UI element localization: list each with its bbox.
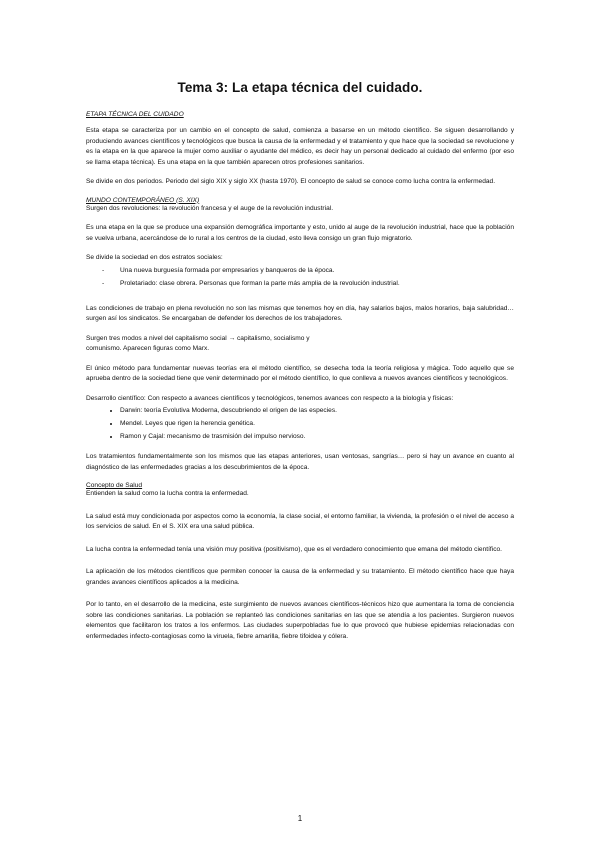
list-item: - Proletariado: clase obrera. Personas que forman la parte más amplia de la revolución industrial. xyxy=(120,277,514,290)
paragraph: La aplicación de los métodos científicos que permiten conocer la causa de la enfermedad y su tratamiento. El método científico hace que haya grandes avances científicos aplicados a la medicina. xyxy=(86,568,514,586)
list-item: • Mendel. Leyes que rigen la herencia genética. xyxy=(120,417,514,430)
paragraph: La salud está muy condicionada por aspectos como la economía, la clase social, el entorno familiar, la vivienda, la profesión o el nivel de acceso a los servicios de salud. En el S. XIX era una salud pública. xyxy=(86,512,514,530)
paragraph: La lucha contra la enfermedad tenía una visión muy positiva (positivismo), que es el verdadero conocimiento que emana del método científico. xyxy=(86,545,503,553)
paragraph: Las condiciones de trabajo en plena revolución no son las mismas que tenemos hoy en día, hay salarios bajos, malos horarios, baja salubridad… surgen así los sindicatos. Se encargaban de defender los derechos de los trabajadores. xyxy=(86,304,514,322)
list-item: - Una nueva burguesía formada por empresarios y banqueros de la época. xyxy=(120,264,514,277)
paragraph: Esta etapa se caracteriza por un cambio en el concepto de salud, comienza a basarse en un método científico. Se siguen desarrollando y produciendo avances científicos y tecnológicos que busca la causa de la enfermedad y el tratamiento y que hace que la sociedad se revolucione y es la etapa en la que aparece la mujer como auxiliar o ayudante del médico, es decir hay un personal dedicado al cuidado del enfermo (por eso se llama etapa técnica). Es una etapa en la que también aparecen otros profesiones sanitarios. xyxy=(86,127,514,166)
section-heading-salud: Concepto de Salud xyxy=(86,482,143,489)
advances-list xyxy=(86,404,514,443)
paragraph: Surgen dos revoluciones: la revolución francesa y el auge de la revolución industrial. xyxy=(86,204,334,212)
paragraph: Se divide en dos periodos. Periodo del siglo XIX y siglo XX (hasta 1970). El concepto de salud se conoce como lucha contra la enfermedad. xyxy=(86,178,496,185)
section-heading-mundo: MUNDO CONTEMPORÁNEO (S. XIX) xyxy=(86,196,200,204)
paragraph-line: Surgen tres modos a nivel del capitalismo social → capitalismo, socialismo y xyxy=(86,334,310,342)
list-item: • Darwin: teoría Evolutiva Moderna, descubriendo el origen de las especies. xyxy=(120,404,514,417)
paragraph: Los tratamientos fundamentalmente son los mismos que las etapas anteriores, usan ventosas, sangrías… pero si hay un avance en cuanto al diagnóstico de las enfermedades gracias a los descubrimientos de la época. xyxy=(86,453,514,471)
paragraph-line: comunismo. Aparecen figuras como Marx. xyxy=(86,345,210,352)
page-number: 1 xyxy=(297,814,303,823)
section-heading-etapa: ETAPA TÉCNICA DEL CUIDADO xyxy=(86,111,184,118)
paragraph: Es una etapa en la que se produce una expansión demográfica importante y esto, unido al auge de la revolución industrial, hace que la población se vuelva urbana, acercándose de lo rural a los centros de la ciudad, esto lleva consigo un gran flujo migratorio. xyxy=(86,224,514,242)
paragraph: Por lo tanto, en el desarrollo de la medicina, este surgimiento de nuevos avances científicos-técnicos hizo que aumentara la toma de conciencia sobre las condiciones sanitarias. La población se replanteó las condiciones sanitarias en las que se atendía a los pacientes. Surgieron nuevos elementos que facilitaron los tratos a los enfermos. Las ciudades superpobladas fue lo que provocó que hubiese epidemias relacionadas con enfermedades infecto-contagiosas como la viruela, fiebre amarilla, fiebre tifoidea y cólera. xyxy=(86,601,514,640)
document-title: Tema 3: La etapa técnica del cuidado. xyxy=(177,80,423,95)
list-item: • Ramon y Cajal: mecanismo de trasmisión del impulso nervioso. xyxy=(120,430,514,443)
paragraph: Entienden la salud como la lucha contra la enfermedad. xyxy=(86,490,249,497)
paragraph: El único método para fundamentar nuevas teorías era el método científico, se desecha toda la teoría religiosa y mágica. Todo aquello que se aprueba dentro de la sociedad tiene que venir determinado por el método científico, lo que conlleva a nuevos avances científicos y tecnológicos. xyxy=(86,364,514,382)
paragraph: Se divide la sociedad en dos estratos sociales: xyxy=(86,254,223,261)
paragraph xyxy=(86,334,514,355)
strata-list xyxy=(86,264,514,290)
paragraph: Desarrollo científico: Con respecto a avances científicos y tecnológicos, tenemos avances con respecto a la biología y físicas: xyxy=(86,394,454,402)
